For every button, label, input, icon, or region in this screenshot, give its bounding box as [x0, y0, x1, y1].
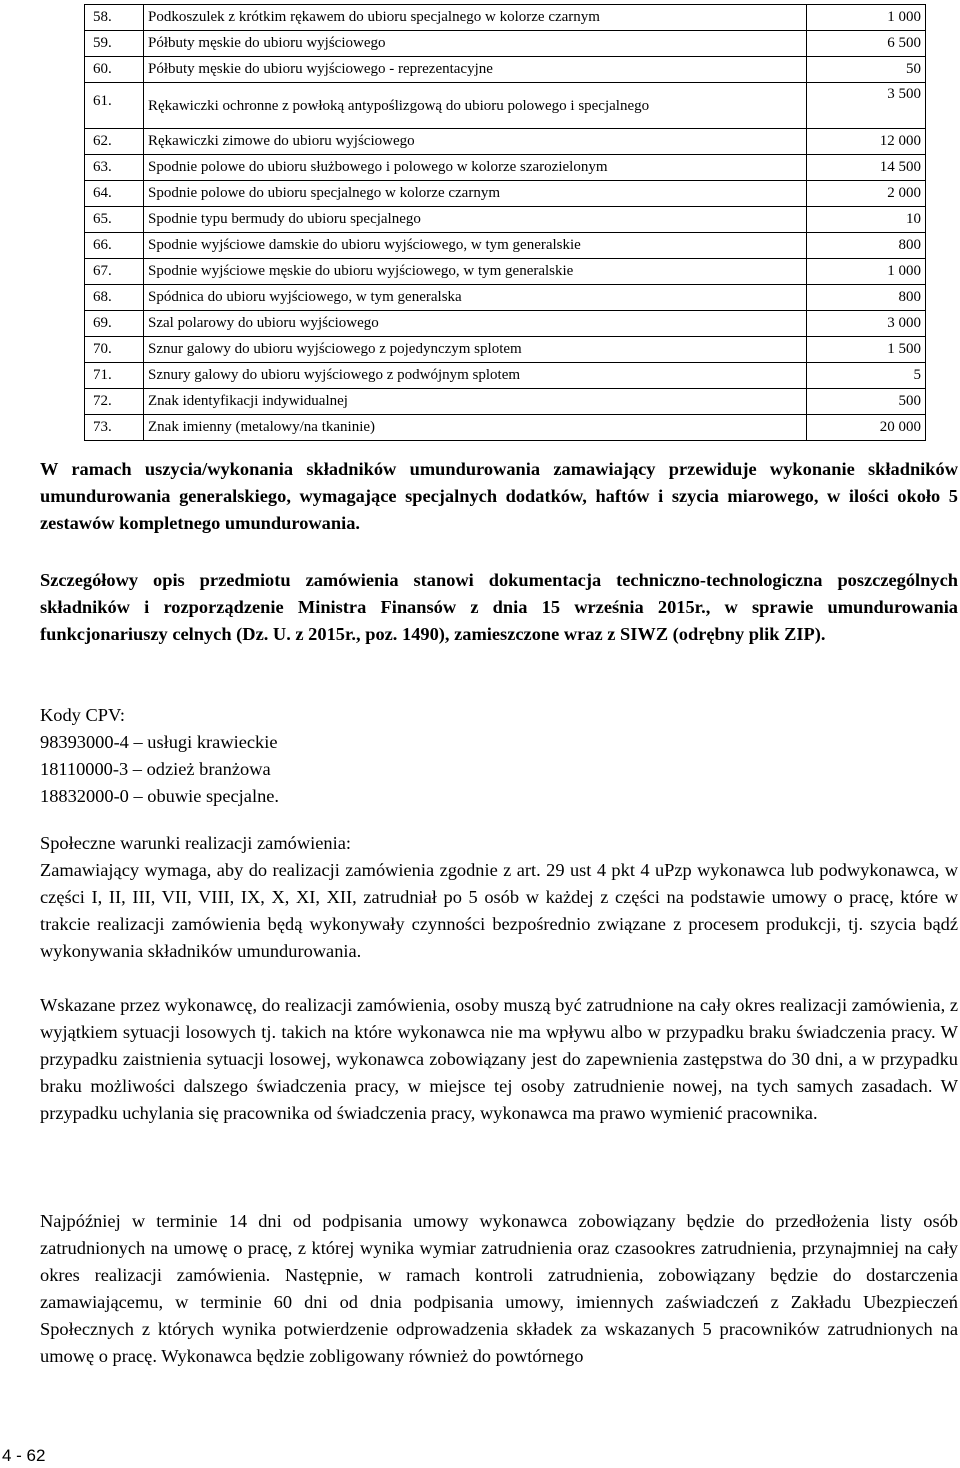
item-name: Spodnie wyjściowe damskie do ubioru wyjściowego, w tym generalskie — [144, 233, 807, 259]
table-row — [85, 83, 926, 129]
table-row — [85, 129, 926, 155]
row-number: 68. — [85, 285, 144, 311]
item-quantity: 2 000 — [807, 181, 926, 207]
row-number: 63. — [85, 155, 144, 181]
item-name: Półbuty męskie do ubioru wyjściowego — [144, 31, 807, 57]
table-row — [85, 181, 926, 207]
item-quantity: 1 000 — [807, 259, 926, 285]
item-name: Rękawiczki zimowe do ubioru wyjściowego — [144, 129, 807, 155]
item-quantity: 1 000 — [807, 5, 926, 31]
item-name: Znak imienny (metalowy/na tkaninie) — [144, 415, 807, 441]
item-name: Spodnie typu bermudy do ubioru specjalnego — [144, 207, 807, 233]
item-quantity: 5 — [807, 363, 926, 389]
social-paragraph-1: Zamawiający wymaga, aby do realizacji zamówienia zgodnie z art. 29 ust 4 pkt 4 uPzp wykonawca lub podwykonawca, w części I, II, III, VII, VIII, IX, X, XI, XII, zatrudniał po 5 osób w każdej z części na podstawie umowy o pracę, które w trakcie realizacji zamówienia będą wykonywały czynności bezpośrednio związane z procesem produkcji, tj. szycia bądź wykonywania składników umundurowania. — [40, 860, 958, 961]
cpv-section — [40, 702, 958, 810]
table-row — [85, 155, 926, 181]
row-number: 73. — [85, 415, 144, 441]
social-paragraph-2: Wskazane przez wykonawcę, do realizacji zamówienia, osoby muszą być zatrudnione na cały okres realizacji zamówienia, z wyjątkiem sytuacji losowych tj. takich na które wykonawca nie ma wpływu albo w przypadku braku świadczenia pracy. W przypadku zaistnienia sytuacji losowej, wykonawca zobowiązany jest do zapewnienia zastępstwa do 30 dni, a w przypadku braku możliwości dalszego świadczenia pracy, w miejsce tej osoby zatrudnienie nowej, na tych samych zasadach. W przypadku uchylania się pracownika od świadczenia pracy, wykonawca ma prawo wymienić pracownika. — [40, 995, 958, 1123]
page-number: 4 - 62 — [2, 1446, 46, 1465]
item-quantity: 12 000 — [807, 129, 926, 155]
items-table — [84, 4, 926, 441]
row-number: 61. — [85, 83, 144, 129]
item-quantity: 800 — [807, 233, 926, 259]
row-number: 66. — [85, 233, 144, 259]
table-row — [85, 337, 926, 363]
table-row — [85, 259, 926, 285]
item-name: Sznur galowy do ubioru wyjściowego z pojedynczym splotem — [144, 337, 807, 363]
social-heading: Społeczne warunki realizacji zamówienia: — [40, 833, 351, 853]
item-name: Spodnie polowe do ubioru służbowego i polowego w kolorze szarozielonym — [144, 155, 807, 181]
item-quantity: 3 500 — [807, 83, 926, 129]
cpv-code: 18110000-3 – odzież branżowa — [40, 759, 271, 779]
cpv-code: 18832000-0 – obuwie specjalne. — [40, 786, 280, 806]
item-name: Spódnica do ubioru wyjściowego, w tym generalska — [144, 285, 807, 311]
item-name: Szal polarowy do ubioru wyjściowego — [144, 311, 807, 337]
item-name: Sznury galowy do ubioru wyjściowego z podwójnym splotem — [144, 363, 807, 389]
row-number: 60. — [85, 57, 144, 83]
general-uniform-paragraph: W ramach uszycia/wykonania składników umundurowania zamawiający przewiduje wykonanie składników umundurowania generalskiego, wymagające specjalnych dodatków, haftów i szycia miarowego, w ilości około 5 zestawów kompletnego umundurowania. — [40, 459, 958, 533]
table-row — [85, 57, 926, 83]
row-number: 67. — [85, 259, 144, 285]
social-paragraph-3: Najpóźniej w terminie 14 dni od podpisania umowy wykonawca zobowiązany będzie do przedłożenia listy osób zatrudnionych na umowę o pracę, z której wynika wymiar zatrudnienia oraz czasookres zatrudnienia, przynajmniej na cały okres realizacji zamówienia. Następnie, w ramach kontroli zatrudnienia, zobowiązany będzie do dostarczenia zamawiającemu, w terminie 60 dni od dnia podpisania umowy, imiennych zaświadczeń z Zakładu Ubezpieczeń Społecznych z których wynika potwierdzenie odprowadzenia składek za wskazanych 5 pracowników zatrudnionych na umowę o pracę. Wykonawca będzie zobligowany również do powtórnego — [40, 1211, 958, 1366]
item-name: Półbuty męskie do ubioru wyjściowego - reprezentacyjne — [144, 57, 807, 83]
table-row — [85, 363, 926, 389]
row-number: 58. — [85, 5, 144, 31]
table-row — [85, 311, 926, 337]
table-row — [85, 31, 926, 57]
row-number: 69. — [85, 311, 144, 337]
item-quantity: 3 000 — [807, 311, 926, 337]
table-row — [85, 233, 926, 259]
item-name: Spodnie wyjściowe męskie do ubioru wyjściowego, w tym generalskie — [144, 259, 807, 285]
item-quantity: 1 500 — [807, 337, 926, 363]
item-quantity: 800 — [807, 285, 926, 311]
description-paragraph: Szczegółowy opis przedmiotu zamówienia stanowi dokumentacja techniczno-technologiczna poszczególnych składników i rozporządzenie Ministra Finansów z dnia 15 września 2015r., w sprawie umundurowania funkcjonariuszy celnych (Dz. U. z 2015r., poz. 1490), zamieszczone wraz z SIWZ (odrębny plik ZIP). — [40, 570, 958, 644]
item-quantity: 10 — [807, 207, 926, 233]
item-name: Rękawiczki ochronne z powłoką antypoślizgową do ubioru polowego i specjalnego — [144, 83, 807, 129]
row-number: 59. — [85, 31, 144, 57]
row-number: 70. — [85, 337, 144, 363]
table-row — [85, 389, 926, 415]
row-number: 65. — [85, 207, 144, 233]
item-name: Znak identyfikacji indywidualnej — [144, 389, 807, 415]
row-number: 71. — [85, 363, 144, 389]
row-number: 62. — [85, 129, 144, 155]
row-number: 72. — [85, 389, 144, 415]
item-name: Podkoszulek z krótkim rękawem do ubioru specjalnego w kolorze czarnym — [144, 5, 807, 31]
table-row — [85, 207, 926, 233]
cpv-heading: Kody CPV: — [40, 705, 125, 725]
item-quantity: 6 500 — [807, 31, 926, 57]
cpv-code: 98393000-4 – usługi krawieckie — [40, 732, 278, 752]
item-quantity: 500 — [807, 389, 926, 415]
table-row — [85, 415, 926, 441]
row-number: 64. — [85, 181, 144, 207]
table-row — [85, 5, 926, 31]
table-row — [85, 285, 926, 311]
item-name: Spodnie polowe do ubioru specjalnego w kolorze czarnym — [144, 181, 807, 207]
item-quantity: 20 000 — [807, 415, 926, 441]
item-quantity: 50 — [807, 57, 926, 83]
item-quantity: 14 500 — [807, 155, 926, 181]
